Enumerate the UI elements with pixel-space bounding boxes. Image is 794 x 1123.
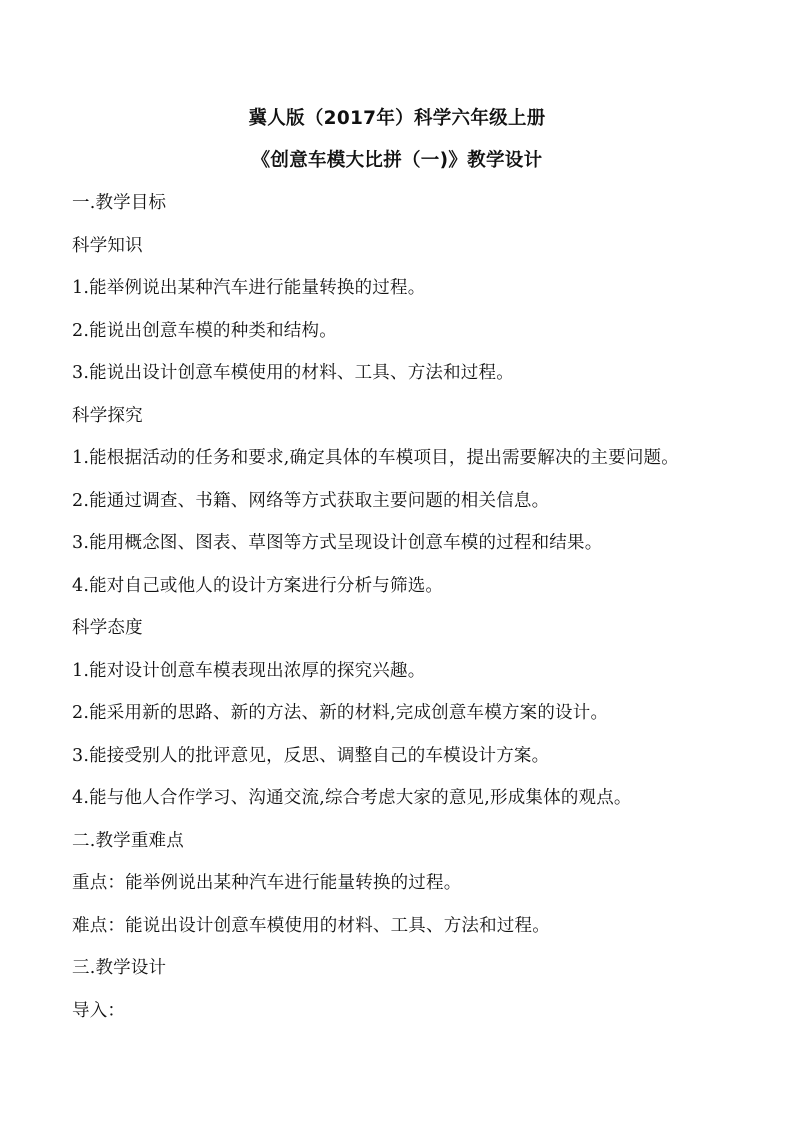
paragraph-line: 2.能说出创意车模的种类和结构。 <box>72 321 337 341</box>
paragraph-line: 3.能接受别人的批评意见，反思、调整自己的车模设计方案。 <box>72 746 550 766</box>
paragraph-line: 2.能通过调查、书籍、网络等方式获取主要问题的相关信息。 <box>72 491 550 511</box>
subheading-attitude: 科学态度 <box>72 618 143 638</box>
paragraph-line: 重点：能举例说出某种汽车进行能量转换的过程。 <box>72 873 462 893</box>
document-title: 冀人版（2017年）科学六年级上册 <box>248 108 546 129</box>
subheading-inquiry: 科学探究 <box>72 406 143 426</box>
paragraph-line: 难点：能说出设计创意车模使用的材料、工具、方法和过程。 <box>72 916 550 936</box>
paragraph-line: 2.能采用新的思路、新的方法、新的材料,完成创意车模方案的设计。 <box>72 703 609 723</box>
paragraph-line: 1.能举例说出某种汽车进行能量转换的过程。 <box>72 278 426 298</box>
section-heading-design: 三.教学设计 <box>72 958 167 978</box>
document-subtitle: 《创意车模大比拼（一)》教学设计 <box>251 150 543 171</box>
paragraph-line: 3.能用概念图、图表、草图等方式呈现设计创意车模的过程和结果。 <box>72 533 603 553</box>
section-heading-key-points: 二.教学重难点 <box>72 831 184 851</box>
paragraph-line: 4.能与他人合作学习、沟通交流,综合考虑大家的意见,形成集体的观点。 <box>72 788 632 808</box>
paragraph-line: 导入： <box>72 1001 126 1021</box>
section-heading-objectives: 一.教学目标 <box>72 193 167 213</box>
paragraph-line: 1.能对设计创意车模表现出浓厚的探究兴趣。 <box>72 661 426 681</box>
paragraph-line: 3.能说出设计创意车模使用的材料、工具、方法和过程。 <box>72 363 514 383</box>
subheading-knowledge: 科学知识 <box>72 236 143 256</box>
paragraph-line: 1.能根据活动的任务和要求,确定具体的车模项目，提出需要解决的主要问题。 <box>72 448 679 468</box>
paragraph-line: 4.能对自己或他人的设计方案进行分析与筛选。 <box>72 576 444 596</box>
